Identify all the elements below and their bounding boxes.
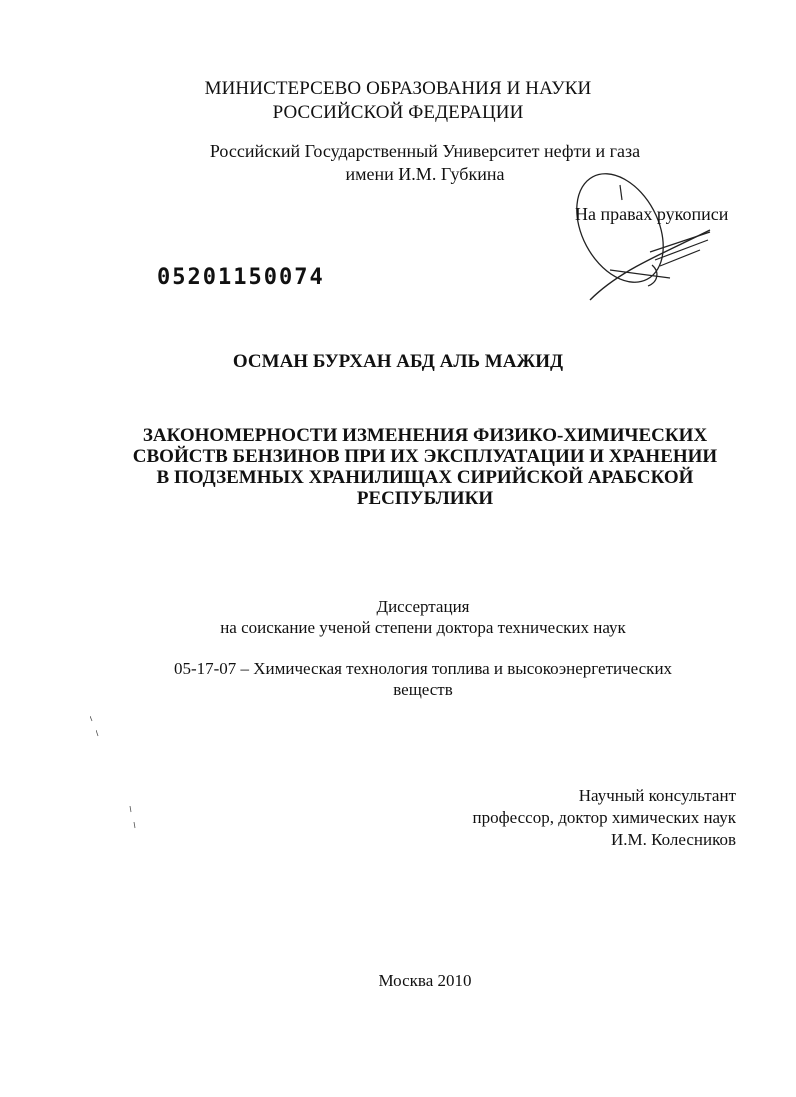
university-line-1: Российский Государственный Университет нефти и газа [209,141,641,161]
author-name: ОСМАН БУРХАН АБД АЛЬ МАЖИД [232,351,564,372]
specialty-line-1: 05-17-07 – Химическая технология топлива и высокоэнергетических [173,659,673,678]
scan-speck [96,730,100,742]
ministry-line-1: МИНИСТЕРСЕВО ОБРАЗОВАНИЯ И НАУКИ [204,78,592,99]
dissertation-type: Диссертация [376,597,470,616]
scan-speck [90,716,94,728]
dissertation-degree: на соискание ученой степени доктора технических наук [220,618,626,637]
specialty-info [0,658,796,700]
dissertation-title [0,425,796,509]
title-line-1: ЗАКОНОМЕРНОСТИ ИЗМЕНЕНИЯ ФИЗИКО-ХИМИЧЕСКИХ [142,425,708,446]
consultant-position: профессор, доктор химических наук [472,808,736,827]
consultant-label: Научный консультант [578,786,736,805]
document-code: 05201150074 [157,265,325,290]
scan-speck [133,822,137,834]
title-line-4: РЕСПУБЛИКИ [356,488,494,509]
title-line-2: СВОЙСТВ БЕНЗИНОВ ПРИ ИХ ЭКСПЛУАТАЦИИ И ХРАНЕНИИ [132,446,718,467]
university-line-2: имени И.М. Губкина [345,164,505,184]
consultant-block [473,785,736,851]
signature-scribble [560,160,760,310]
ministry-line-2: РОССИЙСКОЙ ФЕДЕРАЦИИ [272,102,524,123]
consultant-name: И.М. Колесников [610,830,736,849]
city-year: Москва 2010 [378,971,472,990]
ministry-header [0,77,796,125]
title-line-3: В ПОДЗЕМНЫХ ХРАНИЛИЩАХ СИРИЙСКОЙ АРАБСКОЙ [156,467,694,488]
scan-speck [129,806,133,818]
specialty-line-2: веществ [393,680,453,699]
manuscript-note: На правах рукописи [575,204,729,224]
dissertation-info [0,596,796,638]
